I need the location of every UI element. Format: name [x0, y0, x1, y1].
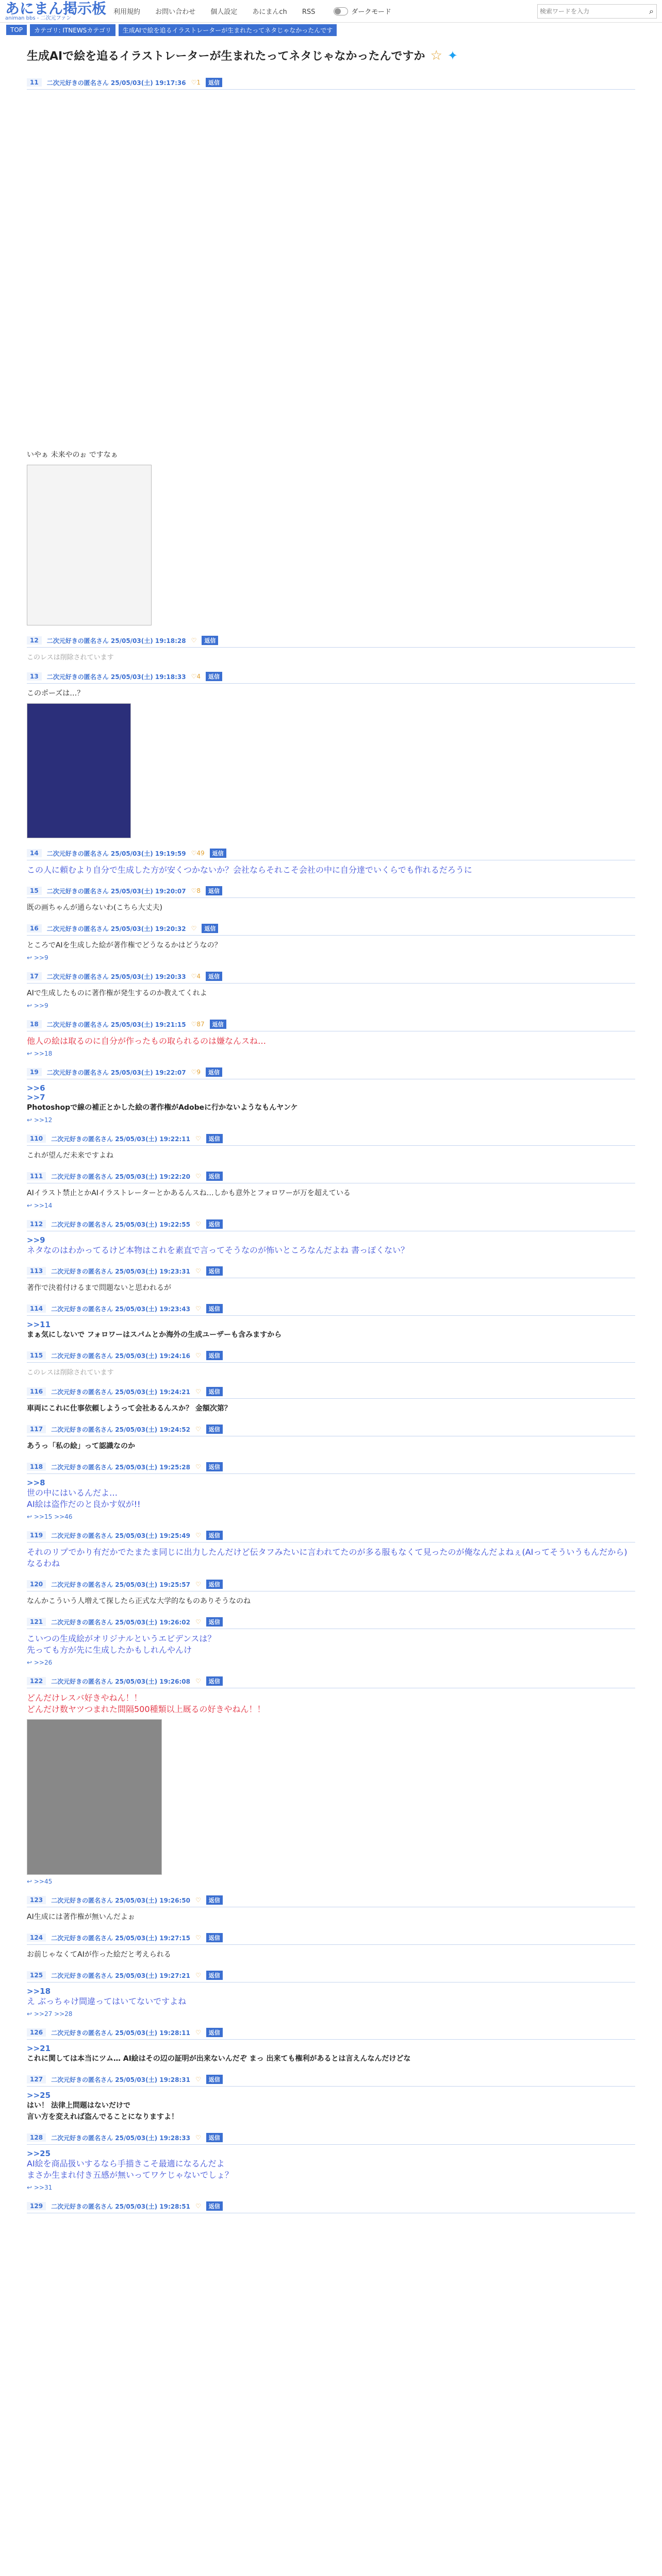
like-icon[interactable]: ♡	[195, 1677, 201, 1685]
post-body: この人に頼むより自分で生成した方が安くつかないか？会社ならそれこそ会社の中に自分達でいくらでも作れるだろうに	[27, 865, 472, 875]
post-body: はい！ 法律上問題はないだけで 言い方を変えれば盗んでることになりますよ！	[27, 2102, 178, 2121]
post-number[interactable]: 12	[27, 636, 42, 645]
like-icon[interactable]: ♡	[191, 637, 197, 644]
post	[27, 2128, 635, 2196]
post-body: こいつの生成絵がオリジナルというエビデンスは？ 先っても方が先に生成したかもしれんやんけ	[27, 1634, 216, 1655]
post	[27, 967, 635, 1014]
dark-mode-toggle[interactable]: ダークモード	[334, 6, 391, 16]
reply-button[interactable]: 返信	[206, 2201, 223, 2211]
reply-button[interactable]: 返信	[206, 1172, 223, 1181]
like-icon[interactable]: ♡	[195, 1532, 201, 1539]
like-icon[interactable]: ♡9	[191, 1069, 201, 1076]
post-number[interactable]: 111	[27, 1172, 46, 1180]
post-number[interactable]: 121	[27, 1618, 46, 1626]
reply-anchor[interactable]: >>11	[27, 1320, 51, 1329]
post-author: 二次元好きの匿名さん 25/05/03(土) 19:22:07	[46, 1069, 186, 1076]
post	[27, 1346, 635, 1382]
post-author: 二次元好きの匿名さん 25/05/03(土) 19:20:33	[46, 973, 186, 980]
header	[0, 0, 662, 23]
post-body: このレスは削除されています	[27, 1369, 114, 1377]
post	[27, 1612, 635, 1671]
reply-button[interactable]: 返信	[206, 2028, 223, 2037]
like-icon[interactable]: ♡	[191, 925, 197, 932]
reply-links[interactable]: ↩ >>26	[27, 1659, 53, 1666]
post-number[interactable]: 124	[27, 1934, 46, 1942]
nav-contact[interactable]: お問い合わせ	[155, 8, 196, 16]
post	[27, 1166, 635, 1214]
reply-links[interactable]: ↩ >>9	[27, 954, 48, 961]
post-body: ところでAIを生成した絵が著作権でどうなるかはどうなの？	[27, 941, 222, 950]
post-number[interactable]: 19	[27, 1068, 42, 1076]
post-body: AI生成には著作権が無いんだよぉ	[27, 1913, 135, 1921]
post	[27, 1129, 635, 1166]
post-body: このレスは削除されています	[27, 654, 114, 662]
reply-links[interactable]: ↩ >>9	[27, 1002, 48, 1009]
post	[27, 1062, 635, 1129]
post-header	[27, 2201, 635, 2213]
post	[27, 1457, 635, 1526]
like-icon[interactable]: ♡	[195, 1896, 201, 1904]
reply-button[interactable]: 返信	[206, 972, 222, 981]
reply-button[interactable]: 返信	[206, 1531, 223, 1540]
post-author: 二次元好きの匿名さん 25/05/03(土) 19:23:43	[51, 1305, 190, 1313]
reply-button[interactable]: 返信	[206, 1676, 223, 1686]
reply-button[interactable]: 返信	[206, 1933, 223, 1942]
post-number[interactable]: 118	[27, 1463, 46, 1471]
post-header	[27, 1219, 635, 1231]
post-list	[27, 73, 635, 2223]
reply-anchor[interactable]: >>18	[27, 1987, 51, 1996]
post-author: 二次元好きの匿名さん 25/05/03(土) 19:26:02	[51, 1618, 190, 1626]
post-author: 二次元好きの匿名さん 25/05/03(土) 19:28:31	[51, 2076, 190, 2083]
reply-button[interactable]: 返信	[206, 1462, 223, 1471]
post-author: 二次元好きの匿名さん 25/05/03(土) 19:24:21	[51, 1388, 190, 1396]
reply-anchor[interactable]: >>21	[27, 2044, 51, 2053]
post-body: なんかこういう人増えて探したら正式な大学的なものありそうなのね	[27, 1597, 251, 1605]
like-icon[interactable]: ♡	[195, 1267, 201, 1275]
manga-image[interactable]	[27, 1719, 162, 1875]
reply-button[interactable]: 返信	[206, 1351, 223, 1360]
post-body: それのリプでかり有だかでたまたま同じに出力したんだけど伝タフみたいに言われてたのが多る服もなくて見ったのが俺なんだよねぇ(AIってそういうもんだから) なるわね	[27, 1547, 627, 1568]
reply-button[interactable]: 返信	[206, 1304, 223, 1313]
reply-links[interactable]: ↩ >>18	[27, 1050, 53, 1057]
post-number[interactable]: 15	[27, 887, 42, 895]
post	[27, 73, 635, 631]
post-number[interactable]: 113	[27, 1267, 46, 1275]
post-author: 二次元好きの匿名さん 25/05/03(土) 19:25:49	[51, 1532, 190, 1539]
screenshot-image[interactable]	[27, 465, 152, 625]
reply-button[interactable]: 返信	[206, 1425, 223, 1434]
post-body: え ぶっちゃけ間違ってはいてないですよね	[27, 1996, 187, 2006]
post-number[interactable]: 119	[27, 1531, 46, 1539]
figure-image[interactable]	[27, 703, 131, 838]
thread-title: 生成AIで絵を追るイラストレーターが生まれたってネタじゃなかったんですか ☆ ✦	[27, 47, 458, 63]
reply-links[interactable]: ↩ >>12	[27, 1116, 53, 1124]
post-number[interactable]: 11	[27, 78, 42, 87]
reply-links[interactable]: ↩ >>27 >>28	[27, 2010, 73, 2018]
reply-button[interactable]: 返信	[206, 1387, 223, 1396]
reply-button[interactable]: 返信	[206, 2133, 223, 2142]
post-header	[27, 1266, 635, 1278]
post	[27, 1965, 635, 2023]
post-body: どんだけレスバ好きやねん！！ どんだけ数ヤツつまれた間隔500種類以上厩るの好きやねん！！	[27, 1693, 266, 1714]
reply-button[interactable]: 返信	[206, 672, 222, 681]
star-icon[interactable]: ☆	[430, 47, 442, 63]
search-input[interactable]	[538, 7, 649, 15]
reply-button[interactable]: 返信	[206, 1266, 223, 1276]
toggle-switch[interactable]	[334, 7, 348, 15]
post-number[interactable]: 129	[27, 2202, 46, 2210]
twitter-icon[interactable]: ✦	[447, 48, 458, 63]
post-body: AI絵を商品扱いするなら手描きこそ最適になるんだよ まさか生まれ付き五感が無いってワケじゃないでしょ？	[27, 2159, 234, 2180]
post-number[interactable]: 110	[27, 1134, 46, 1143]
post-author: 二次元好きの匿名さん 25/05/03(土) 19:22:20	[51, 1173, 190, 1180]
post	[27, 1928, 635, 1965]
nav-terms[interactable]: 利用規約	[113, 8, 141, 16]
post-body: まぁ気にしないで フォロワーはスパムとか海外の生成ユーザーも含みますから	[27, 1331, 282, 1339]
post-body: お前じゃなくてAIが作った絵だと考えられる	[27, 1951, 171, 1959]
like-icon[interactable]: ♡	[195, 1618, 201, 1625]
post-author: 二次元好きの匿名さん 25/05/03(土) 19:18:33	[46, 673, 186, 681]
post-body: Photoshopで線の補正とかした絵の著作権がAdobeに行かないようなもんヤンケ	[27, 1104, 298, 1112]
post-body: あうっ「私の絵」って認識なのか	[27, 1442, 135, 1450]
reply-anchor[interactable]: >>8	[27, 1478, 45, 1487]
post-header	[27, 2028, 635, 2040]
post-header	[27, 924, 635, 936]
post-body: これが望んだ未来ですよね	[27, 1151, 113, 1160]
reply-anchor[interactable]: >>6 >>7	[27, 1083, 45, 1102]
post-body: 既の画ちゃんが通らないわ(こちら大丈夫)	[27, 904, 162, 912]
like-icon[interactable]: ♡	[195, 1388, 201, 1395]
like-icon[interactable]: ♡	[195, 1305, 201, 1312]
post	[27, 2196, 635, 2223]
breadcrumb	[0, 23, 662, 37]
post-header	[27, 1387, 635, 1399]
post-header	[27, 849, 635, 860]
post-header	[27, 1304, 635, 1316]
post-author: 二次元好きの匿名さん 25/05/03(土) 19:22:55	[51, 1221, 190, 1228]
post-author: 二次元好きの匿名さん 25/05/03(土) 19:27:21	[51, 1972, 190, 1979]
post-number[interactable]: 116	[27, 1387, 46, 1396]
post	[27, 1419, 635, 1457]
post	[27, 631, 635, 667]
post-author: 二次元好きの匿名さん 25/05/03(土) 19:20:07	[46, 887, 186, 895]
post-body: このポーズは…？	[27, 689, 85, 698]
post	[27, 1890, 635, 1928]
post-number[interactable]: 120	[27, 1580, 46, 1588]
like-icon[interactable]: ♡	[195, 1426, 201, 1433]
post-body: AIイラスト禁止とかAIイラストレーターとかあるんスね…しかも意外とフォロワーが万を超えている	[27, 1189, 351, 1197]
reply-button[interactable]: 返信	[206, 886, 222, 895]
post-author: 二次元好きの匿名さん 25/05/03(土) 19:18:28	[46, 637, 186, 645]
post	[27, 1299, 635, 1346]
crumb-top[interactable]: TOP	[6, 25, 27, 35]
post-header	[27, 972, 635, 984]
reply-links[interactable]: ↩ >>45	[27, 1878, 53, 1885]
reply-links[interactable]: ↩ >>15 >>46	[27, 1513, 73, 1520]
reply-button[interactable]: 返信	[206, 78, 222, 87]
reply-button[interactable]: 返信	[210, 849, 226, 858]
post-author: 二次元好きの匿名さん 25/05/03(土) 19:23:31	[51, 1267, 190, 1275]
post-number[interactable]: 128	[27, 2133, 46, 2142]
post	[27, 843, 635, 881]
post-number[interactable]: 117	[27, 1425, 46, 1433]
post-author: 二次元好きの匿名さん 25/05/03(土) 19:22:11	[51, 1135, 190, 1143]
post-author: 二次元好きの匿名さん 25/05/03(土) 19:27:15	[51, 1934, 190, 1942]
like-icon[interactable]: ♡	[195, 1934, 201, 1941]
post-author: 二次元好きの匿名さん 25/05/03(土) 19:21:15	[46, 1021, 186, 1028]
post-header	[27, 2133, 635, 2145]
post-author: 二次元好きの匿名さん 25/05/03(土) 19:25:28	[51, 1463, 190, 1471]
post-body: 著作で決着付けるまで問題ないと思われるが	[27, 1284, 171, 1292]
post-author: 二次元好きの匿名さん 25/05/03(土) 19:24:52	[51, 1426, 190, 1433]
post-header	[27, 1172, 635, 1183]
reply-button[interactable]: 返信	[202, 636, 218, 645]
post-number[interactable]: 125	[27, 1971, 46, 1979]
like-icon[interactable]: ♡4	[191, 673, 201, 680]
post	[27, 2070, 635, 2128]
search-icon[interactable]: ⌕	[649, 6, 654, 16]
post-header	[27, 1462, 635, 1474]
like-icon[interactable]: ♡	[195, 1221, 201, 1228]
post	[27, 667, 635, 843]
like-icon[interactable]: ♡	[195, 1173, 201, 1180]
post	[27, 1214, 635, 1261]
reply-button[interactable]: 返信	[202, 924, 218, 933]
post-header	[27, 672, 635, 684]
like-icon[interactable]: ♡	[195, 1581, 201, 1588]
like-icon[interactable]: ♡87	[191, 1021, 205, 1028]
reply-button[interactable]: 返信	[206, 1580, 223, 1589]
post-header	[27, 1067, 635, 1079]
post	[27, 1574, 635, 1612]
post-header	[27, 2075, 635, 2087]
embedded-image[interactable]	[27, 94, 398, 449]
like-icon[interactable]: ♡	[195, 1972, 201, 1979]
post	[27, 1382, 635, 1419]
post	[27, 1014, 635, 1062]
reply-button[interactable]: 返信	[206, 1219, 223, 1229]
post-body: AIで生成したものに著作権が発生するのか教えてくれよ	[27, 989, 207, 997]
post-author: 二次元好きの匿名さん 25/05/03(土) 19:26:50	[51, 1896, 190, 1904]
like-icon[interactable]: ♡4	[191, 973, 201, 980]
post-header	[27, 1895, 635, 1907]
post-number[interactable]: 112	[27, 1220, 46, 1228]
like-icon[interactable]: ♡49	[191, 850, 205, 857]
reply-button[interactable]: 返信	[210, 1020, 226, 1029]
post-header	[27, 1676, 635, 1688]
crumb-category[interactable]: カテゴリ: ITNEWSカテゴリ	[30, 24, 115, 36]
post-number[interactable]: 127	[27, 2075, 46, 2083]
post-author: 二次元好きの匿名さん 25/05/03(土) 19:24:16	[51, 1352, 190, 1360]
post	[27, 881, 635, 919]
post-body: いやぁ 未来やのぉ ですなぁ	[27, 451, 118, 459]
reply-button[interactable]: 返信	[206, 2075, 223, 2084]
post-number[interactable]: 126	[27, 2028, 46, 2037]
post-author: 二次元好きの匿名さん 25/05/03(土) 19:19:59	[46, 850, 186, 857]
post-number[interactable]: 18	[27, 1020, 42, 1028]
like-icon[interactable]: ♡	[195, 2029, 201, 2036]
post-author: 二次元好きの匿名さん 25/05/03(土) 19:20:32	[46, 925, 186, 933]
post-number[interactable]: 17	[27, 972, 42, 980]
reply-links[interactable]: ↩ >>14	[27, 1202, 53, 1209]
post-header	[27, 886, 635, 898]
post-body: ネタなのはわかってるけど本物はこれを素直で言ってそうなのが怖いところなんだよね 書っぽくない？	[27, 1245, 409, 1255]
post-author: 二次元好きの匿名さん 25/05/03(土) 19:28:51	[51, 2202, 190, 2210]
post-header	[27, 1134, 635, 1146]
post-header	[27, 1617, 635, 1629]
post-number[interactable]: 114	[27, 1304, 46, 1313]
post-header	[27, 1933, 635, 1945]
like-icon[interactable]: ♡	[195, 2134, 201, 2141]
nav-settings[interactable]: 個人設定	[210, 8, 238, 16]
post-author: 二次元好きの匿名さん 25/05/03(土) 19:28:11	[51, 2029, 190, 2037]
like-icon[interactable]: ♡8	[191, 887, 201, 894]
reply-button[interactable]: 返信	[206, 1895, 223, 1905]
post	[27, 1671, 635, 1890]
crumb-thread[interactable]: 生成AIで絵を追るイラストレーターが生まれたってネタじゃなかったんです	[119, 24, 337, 36]
post-author: 二次元好きの匿名さん 25/05/03(土) 19:17:36	[46, 79, 186, 87]
reply-anchor[interactable]: >>9	[27, 1235, 45, 1245]
reply-button[interactable]: 返信	[206, 1134, 223, 1143]
post	[27, 1526, 635, 1574]
like-icon[interactable]: ♡	[195, 2076, 201, 2083]
post-body: 他人の絵は取るのに自分が作ったもの取られるのは嫌なんスね…	[27, 1036, 267, 1046]
reply-button[interactable]: 返信	[206, 1067, 222, 1077]
post-number[interactable]: 122	[27, 1677, 46, 1685]
reply-button[interactable]: 返信	[206, 1617, 223, 1626]
post	[27, 919, 635, 967]
post-author: 二次元好きの匿名さん 25/05/03(土) 19:28:33	[51, 2134, 190, 2142]
thread	[27, 47, 635, 2223]
post-header	[27, 1351, 635, 1363]
post	[27, 2023, 635, 2070]
like-icon[interactable]: ♡1	[191, 79, 201, 86]
post-author: 二次元好きの匿名さん 25/05/03(土) 19:25:57	[51, 1581, 190, 1588]
site-logo[interactable]: あにまん掲示板 animan bbs - 二次元ファン	[5, 0, 107, 21]
post-header	[27, 636, 635, 648]
reply-anchor[interactable]: >>25	[27, 2149, 51, 2158]
post-header	[27, 1020, 635, 1031]
reply-links[interactable]: ↩ >>31	[27, 2184, 53, 2191]
like-icon[interactable]: ♡	[195, 1463, 201, 1470]
reply-anchor[interactable]: >>25	[27, 2091, 51, 2100]
like-icon[interactable]: ♡	[195, 1352, 201, 1359]
post-header	[27, 1531, 635, 1543]
reply-button[interactable]: 返信	[206, 1971, 223, 1980]
post-number[interactable]: 123	[27, 1896, 46, 1904]
post	[27, 1261, 635, 1299]
post-number[interactable]: 14	[27, 849, 42, 857]
post-header	[27, 78, 635, 90]
post-header	[27, 1971, 635, 1982]
nav-animanch[interactable]: あにまんch	[252, 8, 287, 16]
post-header	[27, 1580, 635, 1591]
search-box	[537, 4, 657, 19]
post-body: 車両にこれに仕事依頼しようって会社あるんスか？ 金額次第？	[27, 1404, 231, 1413]
post-body: 世の中にはいるんだよ… AI絵は盗作だのと良かす奴が!!	[27, 1488, 141, 1509]
post-author: 二次元好きの匿名さん 25/05/03(土) 19:26:08	[51, 1677, 190, 1685]
post-number[interactable]: 115	[27, 1351, 46, 1360]
post-number[interactable]: 16	[27, 924, 42, 933]
post-number[interactable]: 13	[27, 672, 42, 681]
nav-rss[interactable]: RSS	[302, 8, 316, 16]
nav-links	[113, 6, 327, 16]
post-body: これに関しては本当にツム… AI絵はその辺の証明が出来ないんだぞ まっ 出来ても権利があるとは言えんなんだけどな	[27, 2055, 411, 2063]
post-header	[27, 1425, 635, 1436]
like-icon[interactable]: ♡	[195, 2202, 201, 2210]
like-icon[interactable]: ♡	[195, 1135, 201, 1142]
